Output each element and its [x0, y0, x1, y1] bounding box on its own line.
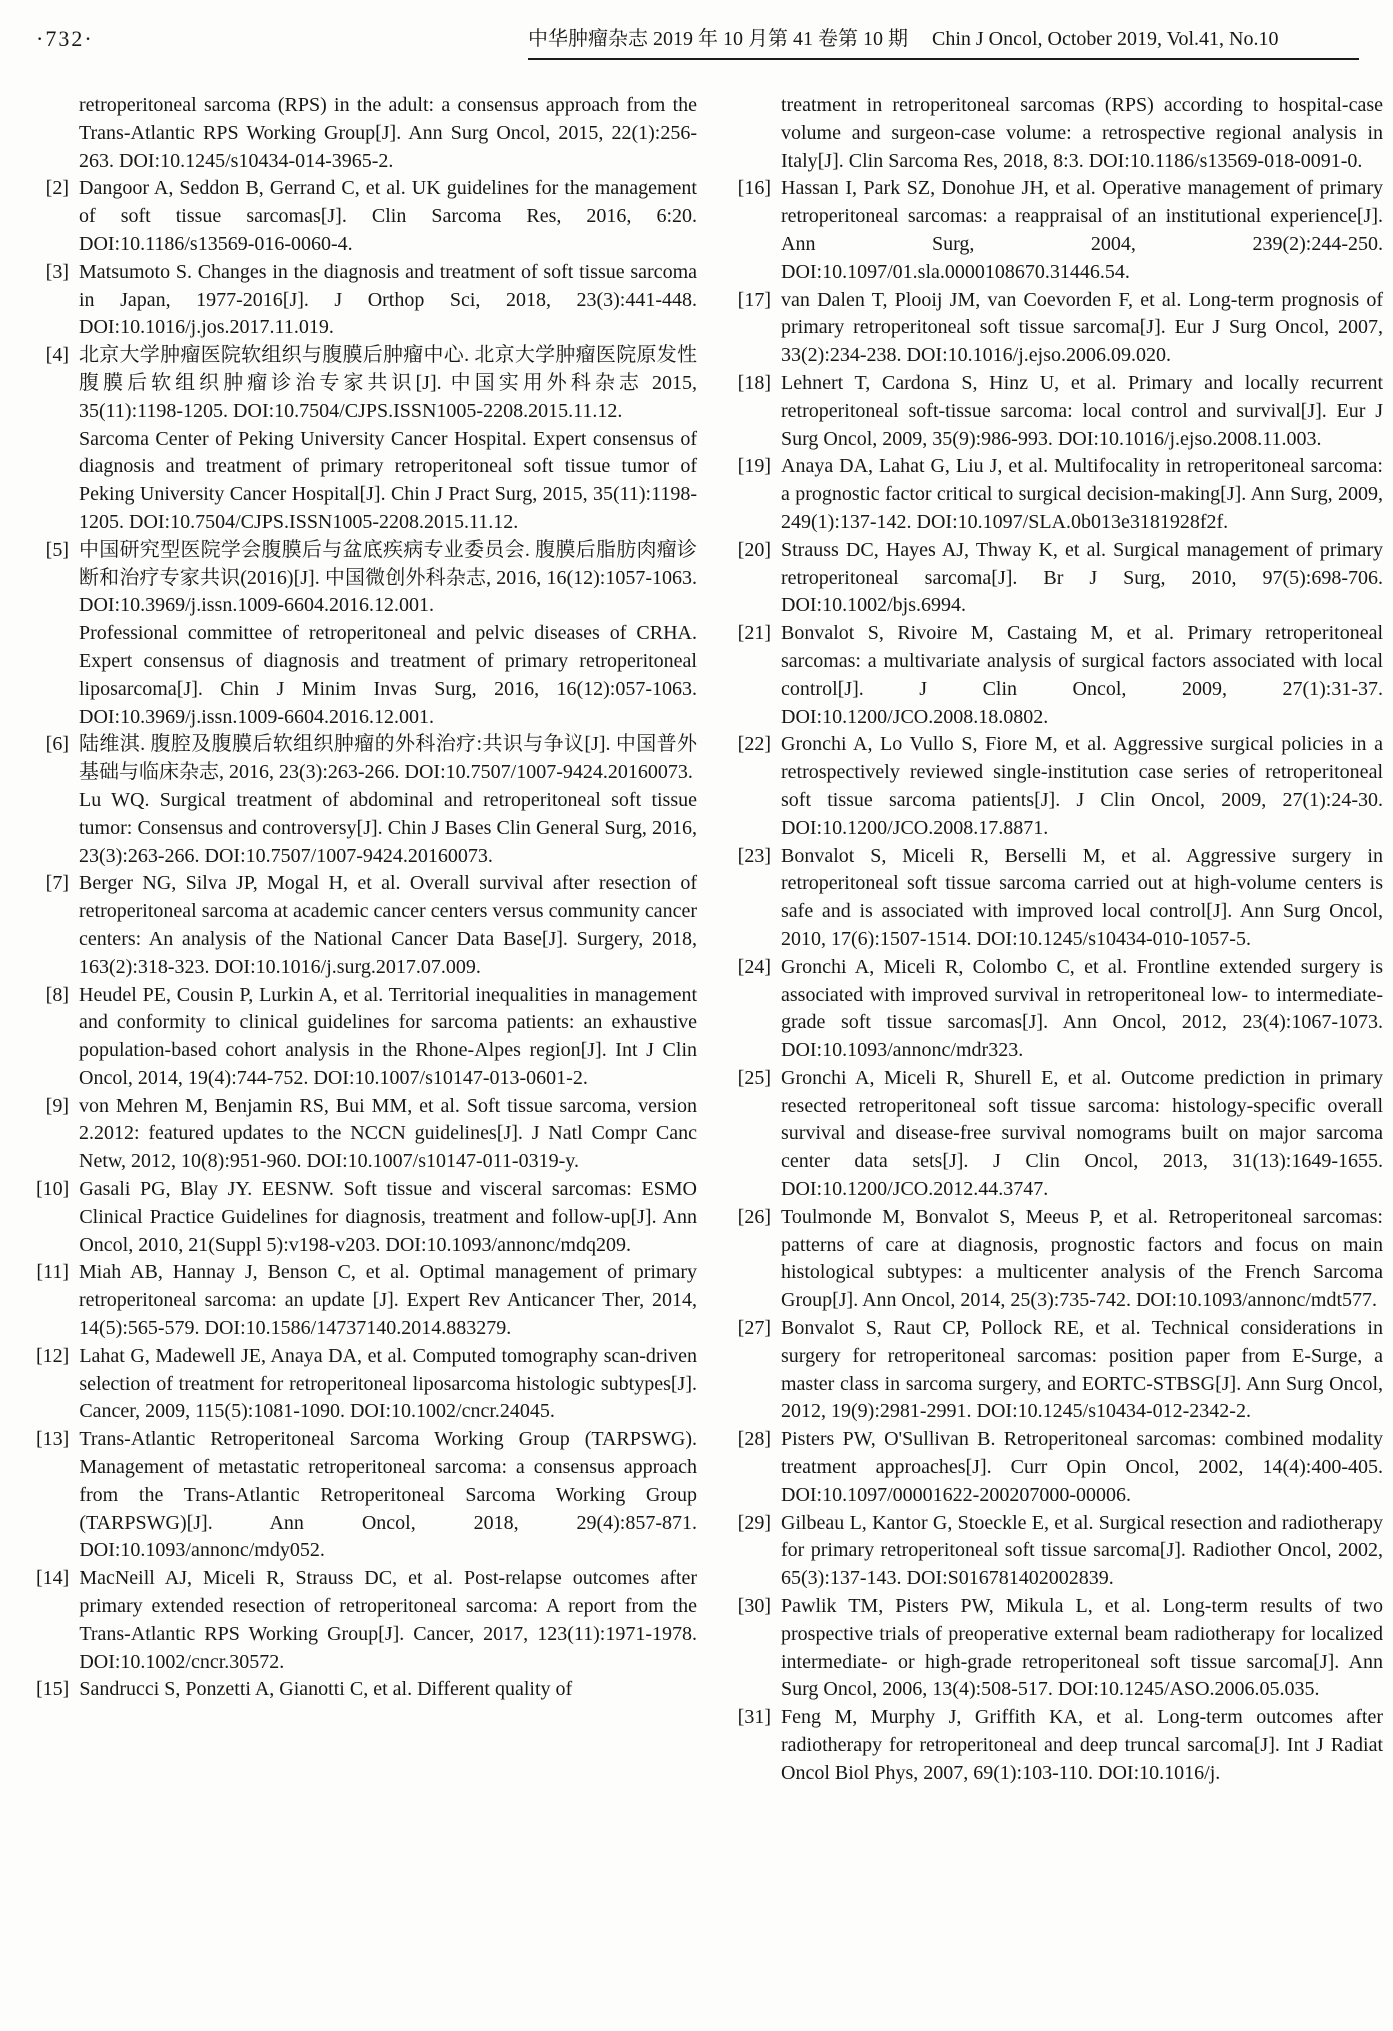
reference-body [79, 982, 697, 1093]
reference-paragraph: Pawlik TM, Pisters PW, Mikula L, et al. Long-term results of two prospective trials of preoperative external beam radiotherapy for localized intermediate- or high-grade retroperitoneal soft tissue sarcoma[J]. Ann Surg Oncol, 2006, 13(4):508-517. DOI:10.1245/ASO.2006.05.035. [781, 1595, 1383, 1701]
reference-body [781, 843, 1383, 954]
reference-body [781, 620, 1383, 731]
reference-body [781, 287, 1383, 370]
reference-item [36, 259, 697, 342]
reference-item [737, 1065, 1383, 1204]
reference-number: [27] [737, 1317, 771, 1340]
reference-item [737, 731, 1383, 842]
reference-paragraph: treatment in retroperitoneal sarcomas (RPS) according to hospital-case volume and surgeon-case volume: a retrospective regional analysis in Italy[J]. Clin Sarcoma Res, 2018, 8:3. DOI:10.1186/s13569-018-0091-0. [781, 94, 1383, 172]
reference-item [737, 92, 1383, 175]
reference-paragraph: Trans-Atlantic Retroperitoneal Sarcoma Working Group (TARPSWG). Management of metastatic retroperitoneal sarcoma: a consensus approach from the Trans-Atlantic Retroperitoneal Sarcoma Working Group (TARPSWG)[J]. Ann Oncol, 2018, 29(4):857-871. DOI:10.1093/annonc/mdy052. [79, 1428, 697, 1562]
reference-paragraph: von Mehren M, Benjamin RS, Bui MM, et al. Soft tissue sarcoma, version 2.2012: featured updates to the NCCN guidelines[J]. J Natl Compr Canc Netw, 2012, 10(8):951-960. DOI:10.1007/s10147-011-0319-y. [79, 1094, 697, 1173]
references-right-column [737, 92, 1383, 1788]
reference-number: [3] [45, 260, 69, 283]
reference-item [737, 287, 1383, 370]
reference-paragraph: Gronchi A, Miceli R, Colombo C, et al. Frontline extended surgery is associated with improved survival in retroperitoneal low- to intermediate-grade soft tissue sarcomas[J]. Ann Oncol, 2012, 23(4):1067-1073. DOI:10.1093/annonc/mdr323. [781, 955, 1383, 1062]
reference-paragraph: Gronchi A, Miceli R, Shurell E, et al. Outcome prediction in primary resected retroperitoneal soft tissue sarcoma: histology-specific overall survival and disease-free survival nomograms built on major sarcoma center data sets[J]. J Clin Oncol, 2013, 31(13):1649-1655. DOI:10.1200/JCO.2012.44.3747. [781, 1066, 1383, 1201]
journal-title-english: Chin J Oncol, October 2019, Vol.41, No.10 [932, 28, 1279, 50]
reference-paragraph: van Dalen T, Plooij JM, van Coevorden F, et al. Long-term prognosis of primary retroperitoneal soft tissue sarcoma[J]. Eur J Surg Oncol, 2007, 33(2):234-238. DOI:10.1016/j.ejso.2006.09.020. [781, 288, 1383, 367]
reference-item [36, 537, 697, 732]
reference-paragraph: Matsumoto S. Changes in the diagnosis and treatment of soft tissue sarcoma in Japan, 1977-2016[J]. J Orthop Sci, 2018, 23(3):441-448. DOI:10.1016/j.jos.2017.11.019. [79, 260, 697, 339]
reference-item [737, 453, 1383, 536]
reference-number: [29] [737, 1511, 771, 1534]
reference-number: [7] [45, 872, 69, 895]
reference-item [36, 342, 697, 537]
reference-body [781, 1204, 1383, 1315]
reference-paragraph: Gronchi A, Lo Vullo S, Fiore M, et al. Aggressive surgical policies in a retrospectively reviewed single-institution case series of retroperitoneal soft tissue sarcoma patients[J]. J Clin Oncol, 2009, 27(1):24-30. DOI:10.1200/JCO.2008.17.8871. [781, 733, 1383, 839]
reference-body [79, 731, 697, 870]
reference-body [79, 1565, 697, 1676]
reference-number: [10] [36, 1178, 70, 1201]
reference-body [781, 453, 1383, 536]
reference-number: [11] [36, 1261, 69, 1284]
reference-number: [17] [737, 288, 771, 311]
reference-number: [22] [737, 733, 771, 756]
reference-paragraph: Lu WQ. Surgical treatment of abdominal and retroperitoneal soft tissue tumor: Consensus and controversy[J]. Chin J Bases Clin General Surg, 2016, 23(3):263-266. DOI:10.7507/1007-9424.20160073. [79, 788, 697, 867]
reference-item [737, 1510, 1383, 1593]
reference-item [737, 1704, 1383, 1787]
reference-number: [18] [737, 371, 771, 394]
reference-paragraph: Bonvalot S, Raut CP, Pollock RE, et al. Technical considerations in surgery for retroperitoneal sarcomas: position paper from E-Surge, a master class in sarcoma surgery, and EORTC-STBSG[J]. Ann Surg Oncol, 2012, 19(9):2981-2991. DOI:10.1245/s10434-012-2342-2. [781, 1317, 1383, 1423]
reference-item [737, 954, 1383, 1065]
reference-paragraph: Gasali PG, Blay JY. EESNW. Soft tissue and visceral sarcomas: ESMO Clinical Practice Guidelines for diagnosis, treatment and follow-up[J]. Ann Oncol, 2010, 21(Suppl 5):v198-v203. DOI:10.1093/annonc/mdq209. [79, 1178, 697, 1256]
running-head [528, 22, 1359, 60]
reference-item [737, 537, 1383, 620]
reference-item [36, 731, 697, 870]
reference-paragraph: 陆维淇. 腹腔及腹膜后软组织肿瘤的外科治疗:共识与争议[J]. 中国普外基础与临床杂志, 2016, 23(3):263-266. DOI:10.7507/1007-9424.20160073. [79, 733, 697, 784]
reference-body [781, 537, 1383, 620]
reference-item [36, 1426, 697, 1565]
reference-number: [30] [737, 1595, 771, 1618]
reference-paragraph: Lehnert T, Cardona S, Hinz U, et al. Primary and locally recurrent retroperitoneal soft-tissue sarcoma: local control and survival[J]. Eur J Surg Oncol, 2009, 35(9):986-993. DOI:10.1016/j.ejso.2008.11.003. [781, 371, 1383, 450]
reference-number: [4] [45, 344, 69, 367]
reference-number: [13] [36, 1428, 70, 1451]
references-left-column [36, 92, 697, 1704]
reference-item [737, 1593, 1383, 1704]
reference-paragraph: retroperitoneal sarcoma (RPS) in the adult: a consensus approach from the Trans-Atlantic RPS Working Group[J]. Ann Surg Oncol, 2015, 22(1):256-263. DOI:10.1245/s10434-014-3965-2. [79, 94, 697, 172]
reference-paragraph: Toulmonde M, Bonvalot S, Meeus P, et al. Retroperitoneal sarcomas: patterns of care at diagnosis, prognostic factors and focus on main histological subtypes: a multicenter analysis of the French Sarcoma Group[J]. Ann Oncol, 2014, 25(3):735-742. DOI:10.1093/annonc/mdt577. [781, 1205, 1383, 1312]
reference-paragraph: Anaya DA, Lahat G, Liu J, et al. Multifocality in retroperitoneal sarcoma: a prognostic factor critical to surgical decision-making[J]. Ann Surg, 2009, 249(1):137-142. DOI:10.1097/SLA.0b013e3181928f2f. [781, 455, 1383, 533]
reference-body [781, 1426, 1383, 1509]
reference-number: [6] [45, 733, 69, 756]
reference-item [36, 92, 697, 175]
reference-body [79, 537, 697, 732]
reference-paragraph: Feng M, Murphy J, Griffith KA, et al. Long-term outcomes after radiotherapy for retroperitoneal and deep truncal sarcoma[J]. Int J Radiat Oncol Biol Phys, 2007, 69(1):103-110. DOI:10.1016/j. [781, 1706, 1383, 1784]
reference-number: [9] [45, 1094, 69, 1117]
reference-number: [21] [737, 622, 771, 645]
reference-paragraph: Bonvalot S, Miceli R, Berselli M, et al. Aggressive surgery in retroperitoneal soft tissue sarcoma carried out at high-volume centers is safe and is associated with improved local control[J]. Ann Surg Oncol, 2010, 17(6):1507-1514. DOI:10.1245/s10434-010-1057-5. [781, 844, 1383, 950]
reference-body [781, 1510, 1383, 1593]
reference-number: [25] [737, 1066, 771, 1089]
reference-paragraph: Dangoor A, Seddon B, Gerrand C, et al. UK guidelines for the management of soft tissue sarcomas[J]. Clin Sarcoma Res, 2016, 6:20. DOI:10.1186/s13569-016-0060-4. [79, 177, 697, 255]
reference-paragraph: Hassan I, Park SZ, Donohue JH, et al. Operative management of primary retroperitoneal sarcomas: a reappraisal of an institutional experience[J]. Ann Surg, 2004, 239(2):244-250. DOI:10.1097/01.sla.0000108670.31446.54. [781, 177, 1383, 283]
reference-number: [16] [737, 177, 771, 200]
reference-item [36, 175, 697, 258]
reference-body [79, 342, 697, 537]
reference-item [737, 620, 1383, 731]
reference-paragraph: 中国研究型医院学会腹膜后与盆底疾病专业委员会. 腹膜后脂肪肉瘤诊断和治疗专家共识(2016)[J]. 中国微创外科杂志, 2016, 16(12):1057-1063. DOI:10.3969/j.issn.1009-6604.2016.12.001. [79, 538, 697, 617]
reference-number: [24] [737, 955, 771, 978]
reference-body [79, 1343, 697, 1426]
reference-body [781, 1593, 1383, 1704]
reference-body [781, 1315, 1383, 1426]
reference-number: [23] [737, 844, 771, 867]
reference-paragraph: Strauss DC, Hayes AJ, Thway K, et al. Surgical management of primary retroperitoneal sarcoma[J]. Br J Surg, 2010, 97(5):698-706. DOI:10.1002/bjs.6994. [781, 538, 1383, 617]
reference-paragraph: 北京大学肿瘤医院软组织与腹膜后肿瘤中心. 北京大学肿瘤医院原发性腹膜后软组织肿瘤诊治专家共识[J]. 中国实用外科杂志 2015, 35(11):1198-1205. DOI:10.7504/CJPS.ISSN1005-2208.2015.11.12. [79, 344, 697, 422]
reference-item [737, 1426, 1383, 1509]
reference-item [36, 870, 697, 981]
page-number: ·732· [36, 26, 94, 51]
reference-paragraph: Bonvalot S, Rivoire M, Castaing M, et al. Primary retroperitoneal sarcomas: a multivariate analysis of surgical factors associated with local control[J]. J Clin Oncol, 2009, 27(1):31-37. DOI:10.1200/JCO.2008.18.0802. [781, 622, 1383, 728]
reference-body [781, 92, 1383, 175]
reference-body [781, 731, 1383, 842]
reference-body [79, 870, 697, 981]
reference-body [79, 1176, 697, 1259]
reference-body [79, 92, 697, 175]
reference-item [36, 1343, 697, 1426]
reference-paragraph: MacNeill AJ, Miceli R, Strauss DC, et al. Post-relapse outcomes after primary extended resection of retroperitoneal sarcoma: A report from the Trans-Atlantic RPS Working Group[J]. Cancer, 2017, 123(11):1971-1978. DOI:10.1002/cncr.30572. [79, 1567, 697, 1673]
reference-body [781, 1065, 1383, 1204]
reference-item [36, 1176, 697, 1259]
reference-number: [5] [45, 538, 69, 561]
reference-item [36, 1259, 697, 1342]
reference-body [79, 1426, 697, 1565]
reference-body [79, 1259, 697, 1342]
reference-item [737, 370, 1383, 453]
reference-body [781, 954, 1383, 1065]
reference-item [36, 1676, 697, 1704]
reference-body [781, 175, 1383, 286]
reference-body [79, 259, 697, 342]
reference-number: [26] [737, 1205, 771, 1228]
reference-paragraph: Lahat G, Madewell JE, Anaya DA, et al. Computed tomography scan-driven selection of treatment for retroperitoneal liposarcoma histologic subtypes[J]. Cancer, 2009, 115(5):1081-1090. DOI:10.1002/cncr.24045. [79, 1344, 697, 1423]
reference-item [36, 1093, 697, 1176]
reference-number: [19] [737, 455, 771, 478]
reference-item [36, 1565, 697, 1676]
reference-item [737, 1204, 1383, 1315]
reference-body [79, 1676, 697, 1704]
reference-paragraph: Pisters PW, O'Sullivan B. Retroperitoneal sarcomas: combined modality treatment approaches[J]. Curr Opin Oncol, 2002, 14(4):400-405. DOI:10.1097/00001622-200207000-00006. [781, 1428, 1383, 1506]
reference-paragraph: Heudel PE, Cousin P, Lurkin A, et al. Territorial inequalities in management and conformity to clinical guidelines for sarcoma patients: an exhaustive population-based cohort analysis in the Rhone-Alpes region[J]. Int J Clin Oncol, 2014, 19(4):744-752. DOI:10.1007/s10147-013-0601-2. [79, 983, 697, 1089]
reference-number: [20] [737, 538, 771, 561]
reference-number: [8] [45, 983, 69, 1006]
reference-paragraph: Sarcoma Center of Peking University Cancer Hospital. Expert consensus of diagnosis and treatment of primary retroperitoneal soft tissue tumor of Peking University Cancer Hospital[J]. Chin J Pract Surg, 2015, 35(11):1198-1205. DOI:10.7504/CJPS.ISSN1005-2208.2015.11.12. [79, 427, 697, 533]
reference-number: [28] [737, 1428, 771, 1451]
reference-number: [2] [45, 177, 69, 200]
reference-body [79, 1093, 697, 1176]
reference-item [737, 175, 1383, 286]
reference-item [737, 843, 1383, 954]
reference-number: [14] [36, 1567, 70, 1590]
reference-number: [15] [36, 1678, 70, 1701]
reference-body [781, 370, 1383, 453]
reference-body [781, 1704, 1383, 1787]
reference-item [36, 982, 697, 1093]
reference-paragraph: Miah AB, Hannay J, Benson C, et al. Optimal management of primary retroperitoneal sarcoma: an update [J]. Expert Rev Anticancer Ther, 2014, 14(5):565-579. DOI:10.1586/14737140.2014.883279. [79, 1261, 697, 1340]
reference-paragraph: Sandrucci S, Ponzetti A, Gianotti C, et al. Different quality of [79, 1678, 573, 1701]
reference-item [737, 1315, 1383, 1426]
reference-paragraph: Professional committee of retroperitoneal and pelvic diseases of CRHA. Expert consensus of diagnosis and treatment of primary retroperitoneal liposarcoma[J]. Chin J Minim Invas Surg, 2016, 16(12):057-1063. DOI:10.3969/j.issn.1009-6604.2016.12.001. [79, 622, 697, 728]
reference-number: [31] [737, 1706, 771, 1729]
reference-body [79, 175, 697, 258]
reference-paragraph: Gilbeau L, Kantor G, Stoeckle E, et al. Surgical resection and radiotherapy for primary retroperitoneal soft tissue sarcoma[J]. Radiother Oncol, 2002, 65(3):137-143. DOI:S016781402002839. [781, 1511, 1383, 1590]
reference-number: [12] [36, 1344, 70, 1367]
journal-title-chinese: 中华肿瘤杂志 2019 年 10 月第 41 卷第 10 期 [528, 28, 908, 50]
reference-paragraph: Berger NG, Silva JP, Mogal H, et al. Overall survival after resection of retroperitoneal sarcoma at academic cancer centers versus community cancer centers: An analysis of the National Cancer Data Base[J]. Surgery, 2018, 163(2):318-323. DOI:10.1016/j.surg.2017.07.009. [79, 872, 697, 978]
